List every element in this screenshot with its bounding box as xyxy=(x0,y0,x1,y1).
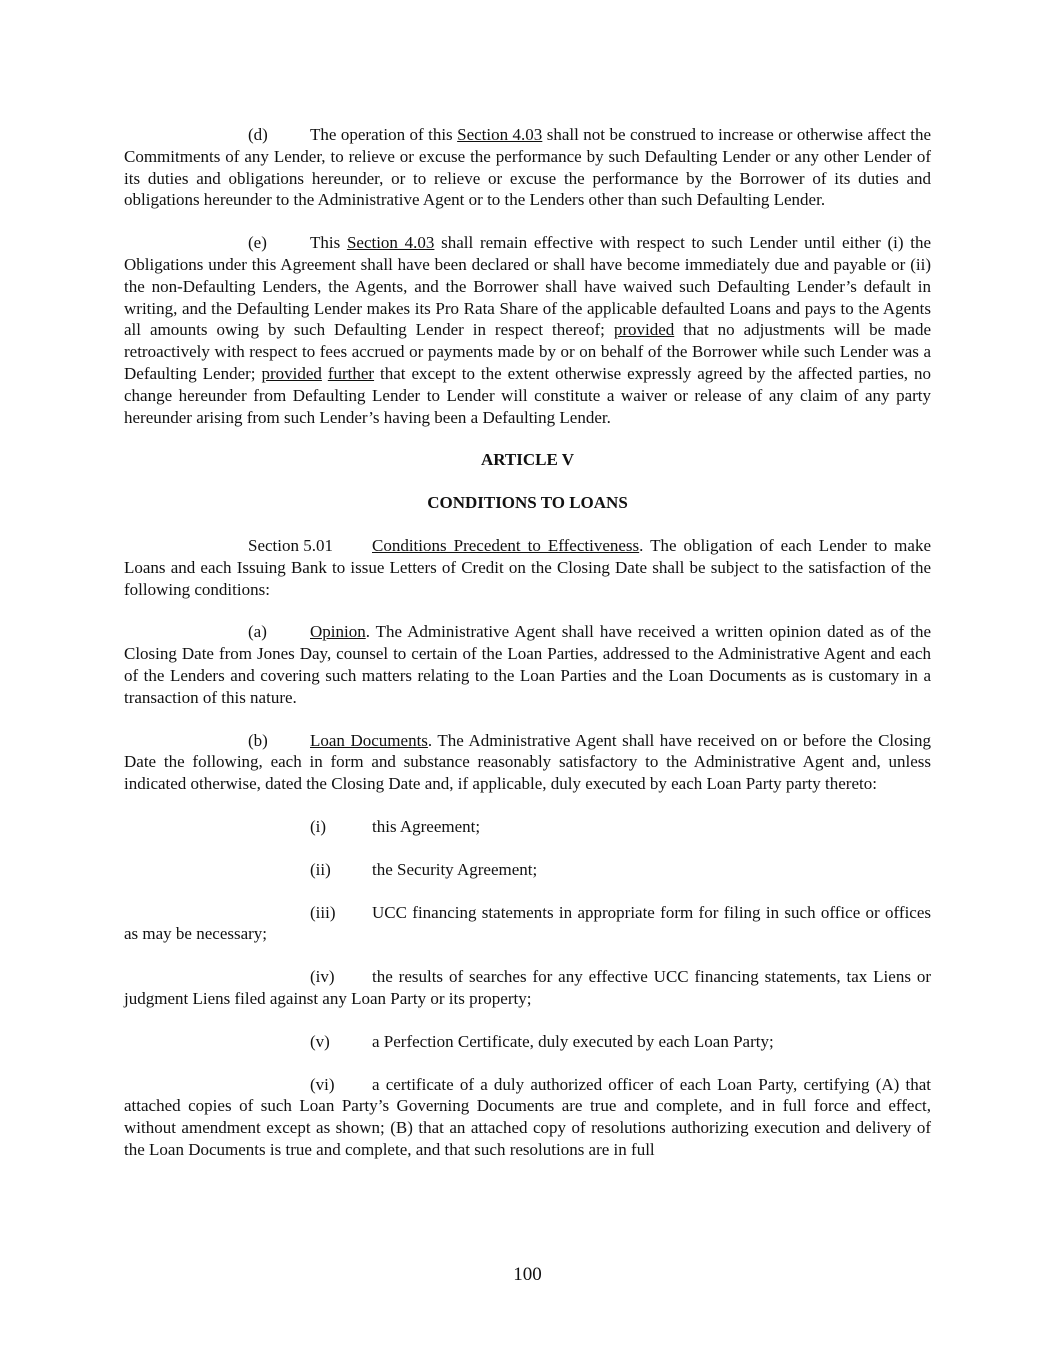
paragraph-label: (d) xyxy=(248,125,268,144)
paragraph-e: (e) This Section 4.03 shall remain effective with respect to such Lender until either (i) the Obligations under this Agreement shall have been declared or shall have become immediately due and payable or (ii) the non-Defaulting Lenders, the Agents, and the Borrower shall have waived such Defaulting Lender’s default in writing, and the Defaulting Lender makes its Pro Rata Share of the applicable defaulted Loans and pays to the Agents all amounts owing by such Defaulting Lender in respect thereof; provided that no adjustments will be made retroactively with respect to fees accrued or payments made by or on behalf of the Borrower while such Lender was a Defaulting Lender; provided further that except to the extent otherwise expressly agreed by the affected parties, no change hereunder from Defaulting Lender to Lender will constitute a waiver or release of any claim of any party hereunder arising from such Lender’s having been a Defaulting Lender. xyxy=(124,233,931,427)
paragraph-heading: Loan Documents xyxy=(310,730,428,750)
paragraph-label: (b) xyxy=(248,730,268,750)
section-label: Section 5.01 xyxy=(248,535,333,555)
paragraph-label: (e) xyxy=(248,233,267,253)
list-item-label: (iv) xyxy=(310,967,335,987)
list-item: (i) this Agreement; xyxy=(310,816,481,836)
list-item-label: (ii) xyxy=(310,859,331,879)
paragraph-b: (b) Loan Documents. The Administrative Agent shall have received on or before the Closing Date the following, each in form and substance reasonably satisfactory to the Administrative Agent and, unless indicated otherwise, dated the Closing Date and, if applicable, duly executed by each Loan Party party thereto: xyxy=(124,730,931,794)
underlined-term: further xyxy=(327,363,375,383)
underlined-term: provided xyxy=(613,320,675,340)
article-title: CONDITIONS TO LOANS xyxy=(427,493,628,513)
section-heading: Conditions Precedent to Effectiveness xyxy=(372,535,640,555)
list-item: (v) a Perfection Certificate, duly executed by each Loan Party; xyxy=(310,1031,774,1051)
list-item-label: (vi) xyxy=(310,1074,335,1094)
list-item-label: (v) xyxy=(310,1031,330,1051)
section-reference-link: Section 4.03 xyxy=(457,125,543,144)
underlined-term: provided xyxy=(261,363,322,383)
list-item-label: (i) xyxy=(310,816,327,836)
list-item-label: (iii) xyxy=(310,902,336,922)
document-page xyxy=(124,124,931,1182)
section-reference-link: Section 4.03 xyxy=(346,233,435,253)
article-number: ARTICLE V xyxy=(480,450,575,470)
list-item: (ii) the Security Agreement; xyxy=(310,859,538,879)
list-item: (iii) UCC financing statements in appropriate form for filing in such office or offices as may be necessary; xyxy=(124,902,931,944)
list-item: (iv) the results of searches for any effective UCC financing statements, tax Liens or judgment Liens filed against any Loan Party or its property; xyxy=(124,967,931,1008)
page-number: 100 xyxy=(513,1264,542,1285)
section-5-01: Section 5.01 Conditions Precedent to Effectiveness. The obligation of each Lender to make Loans and each Issuing Bank to issue Letters of Credit on the Closing Date shall be subject to the satisfaction of the following conditions: xyxy=(124,535,931,599)
list-item: (vi) a certificate of a duly authorized officer of each Loan Party, certifying (A) that attached copies of such Loan Party’s Governing Documents are true and complete, and in full force and effect, without amendment except as shown; (B) that an attached copy of resolutions authorizing execution and delivery of the Loan Documents is true and complete, and that such resolutions are in full xyxy=(124,1074,931,1159)
paragraph-label: (a) xyxy=(248,622,267,642)
paragraph-a: (a) Opinion. The Administrative Agent shall have received a written opinion dated as of the Closing Date from Jones Day, counsel to certain of the Loan Parties, addressed to the Administrative Agent and each of the Lenders and covering such matters relating to the Loan Parties and the Loan Documents as is customary in a transaction of this nature. xyxy=(124,622,931,707)
paragraph-d: (d) The operation of this Section 4.03 shall not be construed to increase or otherwise affect the Commitments of any Lender, to relieve or excuse the performance by such Defaulting Lender or any other Lender of its duties and obligations hereunder, or to relieve or excuse the performance by the Borrower of its duties and obligations hereunder to the Administrative Agent or to the Lenders other than such Defaulting Lender. xyxy=(124,125,931,210)
paragraph-heading: Opinion xyxy=(310,622,366,642)
